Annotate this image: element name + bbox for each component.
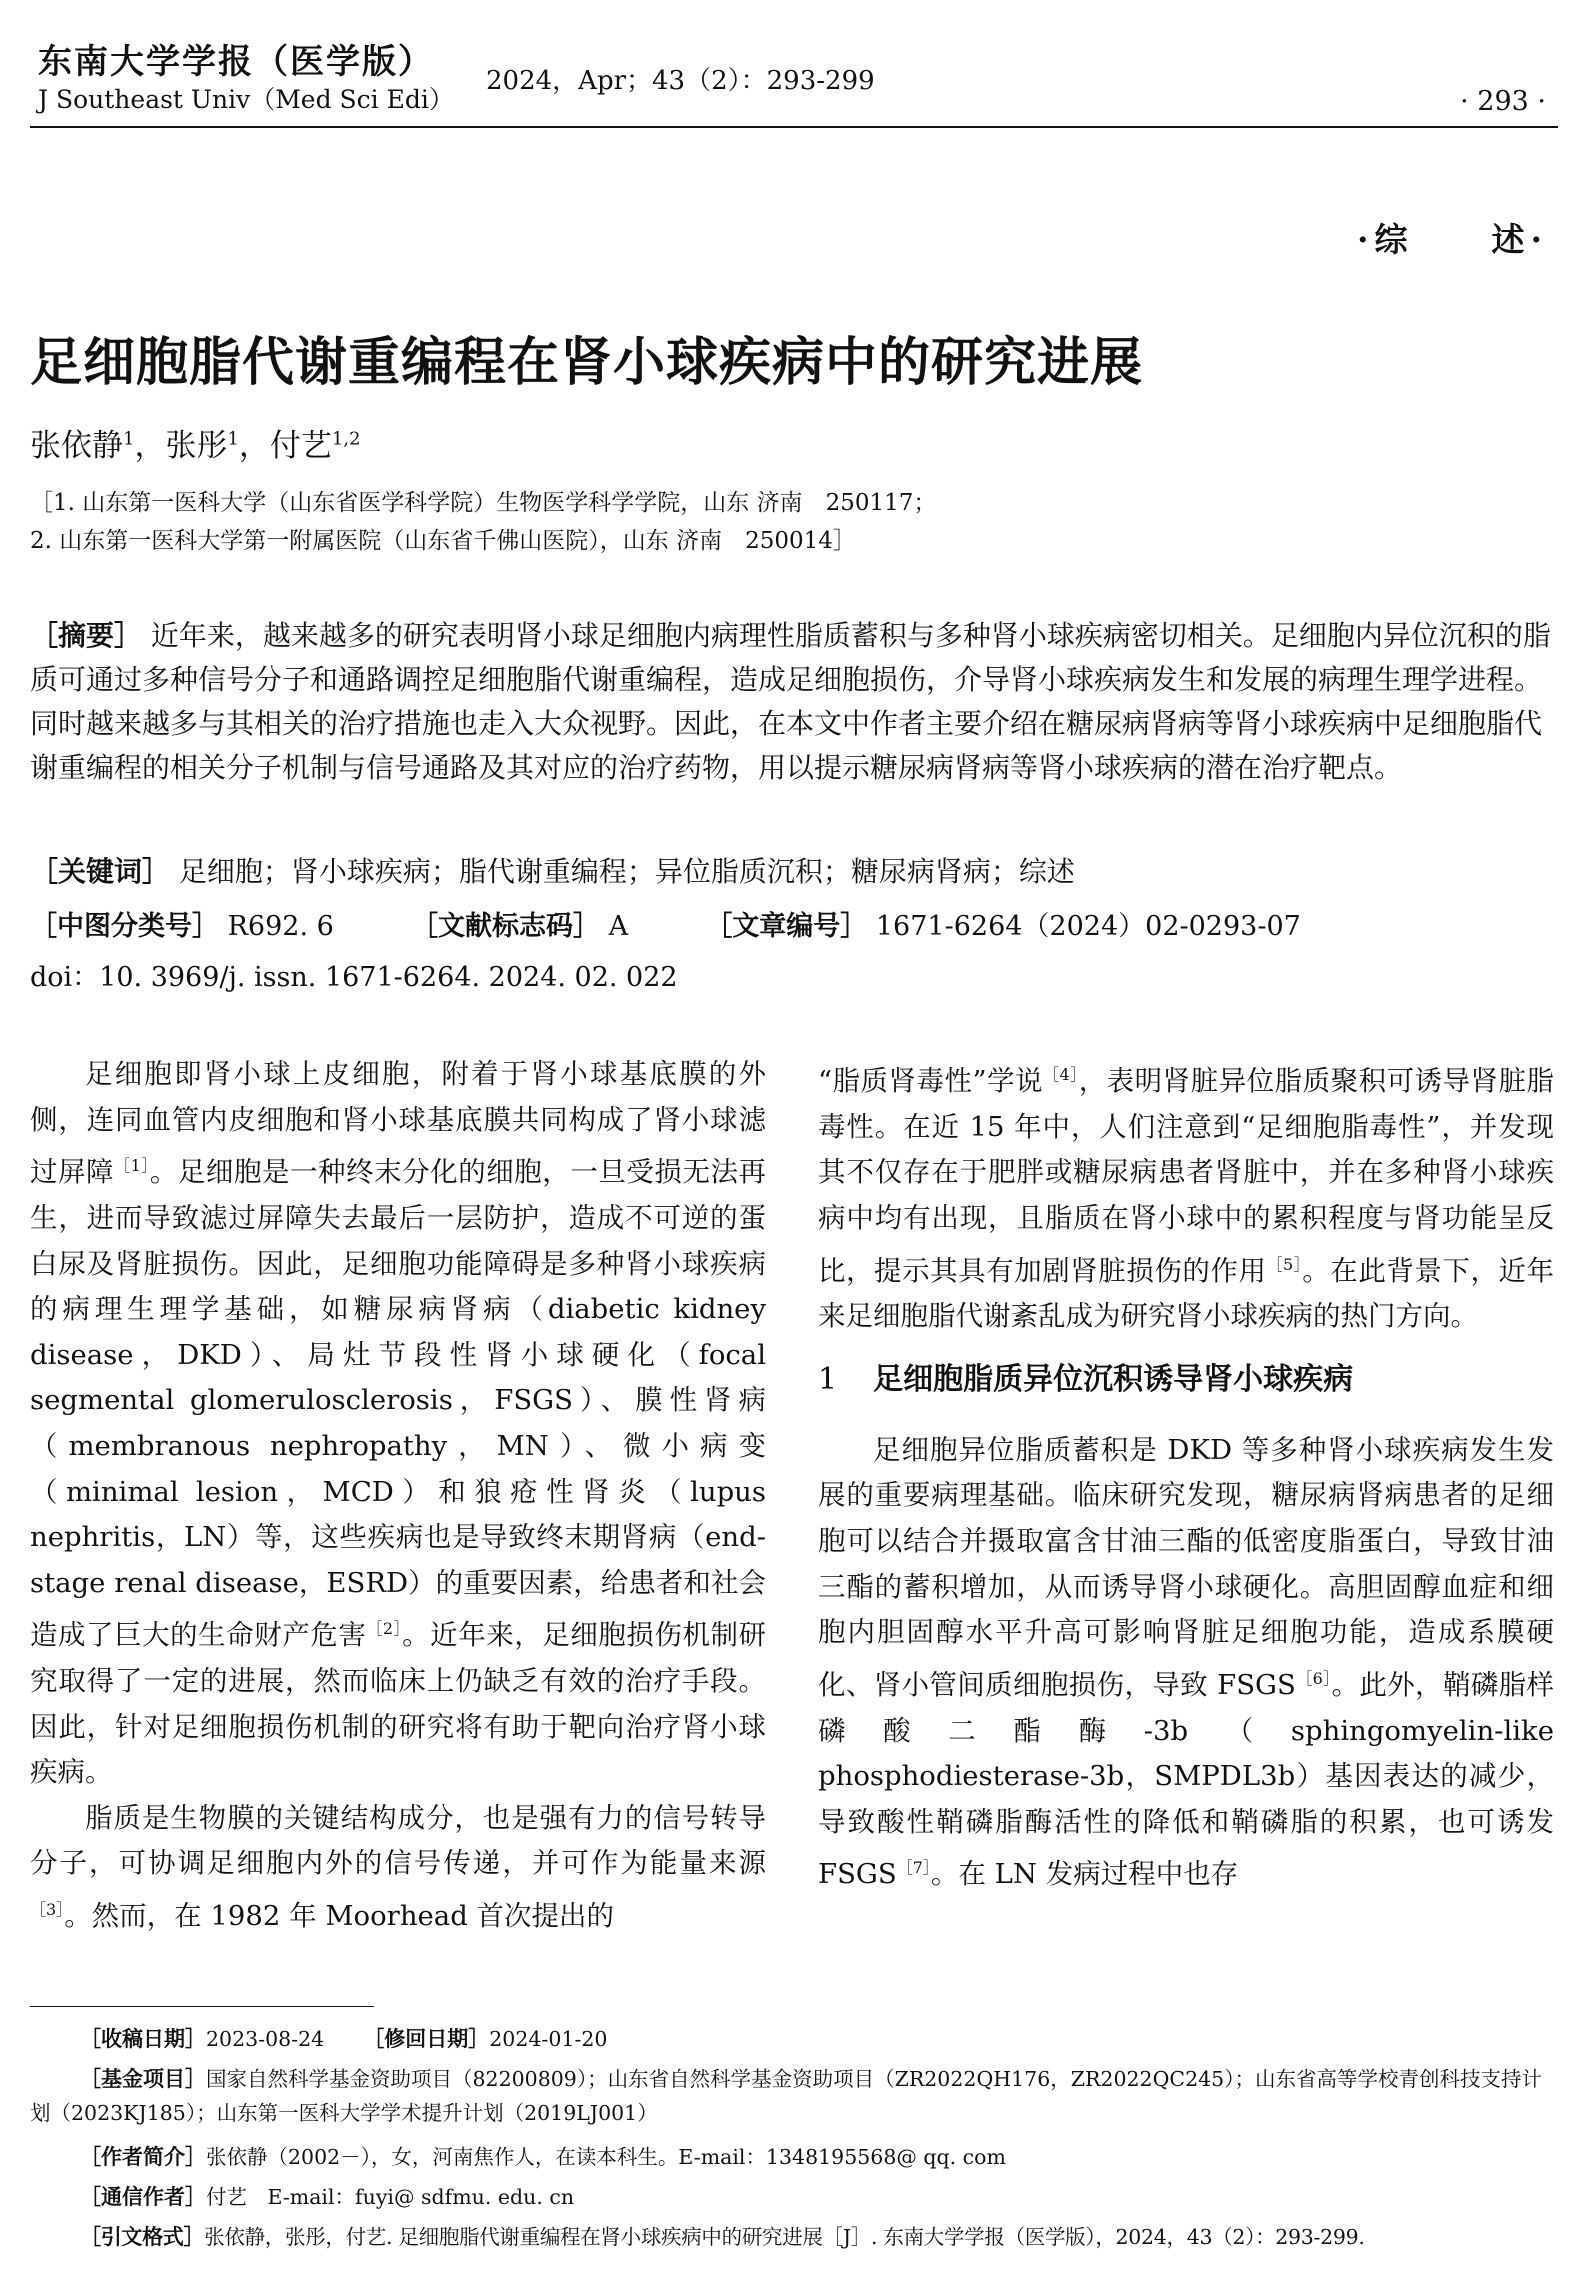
affiliation-2: 2. 山东第一医科大学第一附属医院（山东省千佛山医院），山东 济南 250014］ — [30, 528, 856, 554]
keywords-text: 足细胞；肾小球疾病；脂代谢重编程；异位脂质沉积；糖尿病肾病；综述 — [178, 855, 1075, 888]
text-run: 。在此背景下，近年来足细胞脂代谢紊乱成为研究肾小球疾病的热门方向。 — [818, 1254, 1555, 1333]
citation: ［5］ — [1266, 1254, 1303, 1274]
doi: doi：10. 3969/j. issn. 1671-6264. 2024. 02. 022 — [30, 962, 678, 993]
classification-line — [30, 904, 1301, 943]
header-rule — [30, 126, 1558, 128]
citation: ［3］ — [30, 1900, 65, 1919]
clc-label: ［中图分类号］ — [30, 911, 219, 942]
clc-code: R692. 6 — [227, 911, 334, 942]
text-run: 脂质是生物膜的关键结构成分，也是强有力的信号转导分子，可协调足细胞内外的信号传递，并可作为能量来源 — [30, 1801, 766, 1880]
footnote-corresponding — [80, 2180, 1582, 2214]
citation: ［2］ — [366, 1619, 403, 1639]
footnote-author — [80, 2140, 1582, 2174]
section-tag: ·综 述· — [1357, 220, 1548, 259]
section-title: 足细胞脂质异位沉积诱导肾小球疾病 — [873, 1361, 1354, 1397]
journal-title-en: J Southeast Univ（Med Sci Edi） — [38, 85, 454, 114]
author-bio: 张依静（2002－），女，河南焦作人，在读本科生。E-mail：1348195568@ qq. com — [206, 2145, 1006, 2169]
footnote-rule — [30, 2006, 374, 2007]
doc-code-label: ［文献标志码］ — [411, 911, 600, 942]
author-affiliation-mark: 1 — [227, 428, 239, 450]
author-bio-label: ［作者简介］ — [80, 2145, 206, 2169]
author-name: 付艺 — [269, 428, 332, 464]
text-run: 。近年来，足细胞损伤机制研究取得了一定的进展，然而临床上仍缺乏有效的治疗手段。因此，针对足细胞损伤机制的研究将有助于靶向治疗肾小球疾病。 — [30, 1619, 767, 1789]
footnote-dates — [80, 2022, 1582, 2056]
author-affiliation-mark: 1 — [123, 428, 135, 450]
paragraph — [30, 1796, 766, 1940]
text-run: 。足细胞是一种终末分化的细胞，一旦受损无法再生，进而导致滤过屏障失去最后一层防护，造成不可逆的蛋白尿及肾脏损伤。因此，足细胞功能障碍是多种肾小球疾病的病理生理学基础，如糖尿病肾病（diabetic kidney disease，DKD）、局灶节段性肾小球硬化（focal segmental glomerulosclerosis，FSGS）、膜性肾病（membranous nephropathy，MN）、微小病变（minimal lesion，MCD）和狼疮性肾炎（lupus nephritis，LN）等，这些疾病也是导致终末期肾病（end-stage renal disease，ESRD）的重要因素，给患者和社会造成了巨大的生命财产危害 — [30, 1156, 767, 1652]
abstract-text: 近年来，越来越多的研究表明肾小球足细胞内病理性脂质蓄积与多种肾小球疾病密切相关。足细胞内异位沉积的脂质可通过多种信号分子和通路调控足细胞脂代谢重编程，造成足细胞损伤，介导肾小球疾病发生和发展的病理生理学进程。同时越来越多与其相关的治疗措施也走入大众视野。因此，在本文中作者主要介绍在糖尿病肾病等肾小球疾病中足细胞脂代谢重编程的相关分子机制与信号通路及其对应的治疗药物，用以提示糖尿病肾病等肾小球疾病的潜在治疗靶点。 — [30, 619, 1551, 784]
paragraph — [818, 1428, 1554, 1898]
page-number: · 293 · — [1460, 86, 1546, 117]
section-heading — [818, 1352, 1554, 1408]
fund-text: 国家自然科学基金资助项目（82200809）；山东省自然科学基金资助项目（ZR2022QH176，ZR2022QC245）；山东省高等学校青创科技支持计划（2023KJ185）；山东第一医科大学学术提升计划（2019LJ001） — [30, 2067, 1542, 2125]
text-run: 足细胞异位脂质蓄积是 DKD 等多种肾小球疾病发生发展的重要病理基础。临床研究发现，糖尿病肾病患者的足细胞可以结合并摄取富含甘油三酯的低密度脂蛋白，导致甘油三酯的蓄积增加，从而诱导肾小球硬化。高胆固醇血症和细胞内胆固醇水平升高可影响肾脏足细胞功能，造成系膜硬化、肾小管间质细胞损伤，导致 FSGS — [818, 1433, 1554, 1701]
author-name: 张彤 — [165, 428, 228, 464]
doc-code: A — [608, 911, 629, 942]
paragraph — [30, 1052, 766, 1796]
body-right-column — [818, 1052, 1554, 1898]
article-number-label: ［文章编号］ — [705, 911, 868, 942]
journal-issue: 2024，Apr；43（2）：293-299 — [486, 66, 875, 96]
citation-format-label: ［引文格式］ — [80, 2225, 205, 2249]
citation-format: 张依静，张彤，付艺. 足细胞脂代谢重编程在肾小球疾病中的研究进展［J］. 东南大学学报（医学版），2024，43（2）：293-299. — [204, 2225, 1365, 2249]
keywords-label: ［关键词］ — [30, 855, 171, 888]
citation: ［7］ — [896, 1858, 931, 1878]
abstract-label: ［摘要］ — [30, 619, 143, 652]
journal-title-cn: 东南大学学报（医学版） — [38, 42, 434, 82]
affiliation-1: ［1. 山东第一医科大学（山东省医学科学院）生物医学科学学院，山东 济南 250117； — [30, 490, 937, 516]
author-affiliation-mark: 1,2 — [331, 428, 361, 450]
abstract — [30, 614, 1552, 790]
section-number: 1 — [818, 1361, 838, 1397]
citation: ［6］ — [1295, 1668, 1332, 1688]
author-list: 张依静$^1$，张彤$^1$，付艺$^{1,2}$ — [30, 428, 361, 464]
footnote-citation — [80, 2220, 1552, 2254]
revised-label: ［修回日期］ — [363, 2027, 490, 2051]
text-run: ，表明肾脏异位脂质聚积可诱导肾脏脂毒性。在近 15 年中，人们注意到“足细胞脂毒性”，并发现其不仅存在于肥胖或糖尿病患者肾脏中，并在多种肾小球疾病中均有出现，且脂质在肾小球中的累积程度与肾功能呈反比，提示其具有加剧肾脏损伤的作用 — [818, 1065, 1555, 1287]
received-date: 2023-08-24 — [206, 2027, 325, 2051]
citation: ［1］ — [114, 1156, 150, 1176]
text-run: 。在 LN 发病过程中也存 — [930, 1858, 1239, 1891]
article-title: 足细胞脂代谢重编程在肾小球疾病中的研究进展 — [30, 333, 1144, 393]
footnote-fund — [30, 2062, 1552, 2130]
article-number: 1671-6264（2024）02-0293-07 — [875, 911, 1301, 942]
revised-date: 2024-01-20 — [489, 2027, 608, 2051]
author-name: 张依静 — [30, 428, 123, 464]
body-left-column — [30, 1052, 766, 1940]
corresponding-label: ［通信作者］ — [80, 2185, 206, 2209]
text-run: “脂质肾毒性”学说 — [818, 1065, 1044, 1098]
text-run: 。此外，鞘磷脂样磷酸二酯酶-3b（sphingomyelin-like phosphodiesterase-3b，SMPDL3b）基因表达的减少，导致酸性鞘磷脂酶活性的降低和鞘磷脂的积累，也可诱发 FSGS — [818, 1669, 1554, 1891]
keywords — [30, 850, 1552, 894]
received-label: ［收稿日期］ — [80, 2027, 206, 2051]
fund-label: ［基金项目］ — [80, 2067, 206, 2091]
citation: ［4］ — [1043, 1065, 1079, 1084]
paragraph — [818, 1052, 1554, 1340]
corresponding-author: 付艺 E-mail：fuyi@ sdfmu. edu. cn — [206, 2185, 575, 2209]
text-run: 足细胞即肾小球上皮细胞，附着于肾小球基底膜的外侧，连同血管内皮细胞和肾小球基底膜共同构成了肾小球滤过屏障 — [30, 1058, 766, 1189]
text-run: 。然而，在 1982 年 Moorhead 首次提出的 — [64, 1900, 615, 1933]
